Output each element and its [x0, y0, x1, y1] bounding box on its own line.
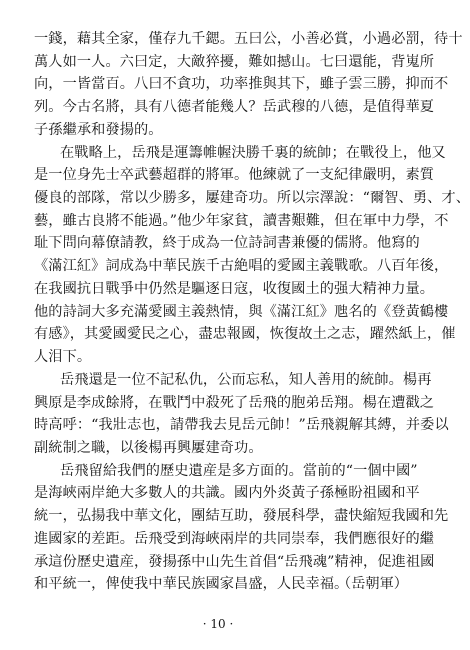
text-line: 向，一皆當百。八曰不貪功，功率推與其下，雖子雲三勝，抑而不	[34, 76, 449, 93]
text-line: 進國家的差距。岳飛受到海峽兩岸的共同崇奉，我們應很好的繼	[34, 530, 435, 547]
text-line: 在戰略上，岳飛是運籌帷幄決勝千裏的統帥；在戰役上，他又	[60, 144, 446, 161]
text-line: 耻下問向幕僚請教，終于成為一位詩詞書兼優的儒將。他寫的	[34, 235, 420, 252]
text-line: 時高呼：“我壯志也，請帶我去見岳元帥！”岳飛親解其縛，并委以	[34, 417, 449, 434]
text-line: 他的詩詞大多充滿愛國主義熱情，與《滿江紅》虺名的《登黃鶴樓	[34, 303, 449, 320]
text-line: 和平統一，俾使我中華民族國家昌盛，人民幸福。	[34, 576, 349, 593]
text-line: 一錢，藉其全家，僅存九千鍶。五曰公，小善必賞，小過必罰，待十	[34, 31, 463, 47]
text-line: 人泪下。	[34, 349, 92, 366]
page-number: · 10 ·	[202, 617, 234, 631]
text-line: 藝，雖古良將不能過。”他少年家貧，讀書艱難，但在軍中力學，不	[34, 212, 449, 229]
text-line: 是海峽兩岸絶大多數人的共識。國内外炎黃子孫極盼祖國和平	[34, 485, 420, 502]
text-line: 子孫繼承和發揚的。	[34, 121, 163, 138]
text-line: 萬人如一人。六曰定，大敵猝擾，難如撼山。七曰還能，背嵬所	[34, 53, 435, 70]
text-line: 統一，弘揚我中華文化，團結互助，發展科學，盡快縮短我國和先	[34, 508, 449, 525]
text-line: 承這份歷史遺産，發揚孫中山先生首倡“岳飛魂”精神，促進祖國	[34, 553, 435, 570]
text-line: 興原是李成餘將，在戰鬥中殺死了岳飛的胞弟岳翔。楊在遭戳之	[34, 394, 435, 411]
text-line: 岳飛還是一位不記私仇，公而忘私，知人善用的統帥。楊再	[60, 371, 432, 388]
text-line: 岳飛留給我們的歷史遺産是多方面的。當前的“一個中國”	[60, 462, 418, 479]
text-line: 優良的部隊，常以少勝多，屢建奇功。所以宗澤說：“爾智、勇、才、	[34, 190, 470, 207]
text-line: 《滿江紅》詞成為中華民族千古絶唱的愛國主義戰歌。八百年後，	[34, 258, 449, 275]
text-line: 副統制之職，以後楊再興屢建奇功。	[34, 439, 263, 456]
text-line: 在我國抗日戰爭中仍然是驅逐日寇，收復國土的强大精神力量。	[34, 280, 435, 297]
text-line: 有感》，其愛國愛民之心，盡忠報國，恢復故土之志，躍然紙上，催	[34, 326, 456, 343]
text-line: 是一位身先士卒武藝超群的將軍。他練就了一支紀律嚴明，素質	[34, 167, 435, 184]
text-line: 列。今古名將，具有八德者能幾人？岳武穆的八德，是值得華夏	[34, 99, 435, 116]
author-signature: （岳朝軍）	[337, 576, 408, 593]
